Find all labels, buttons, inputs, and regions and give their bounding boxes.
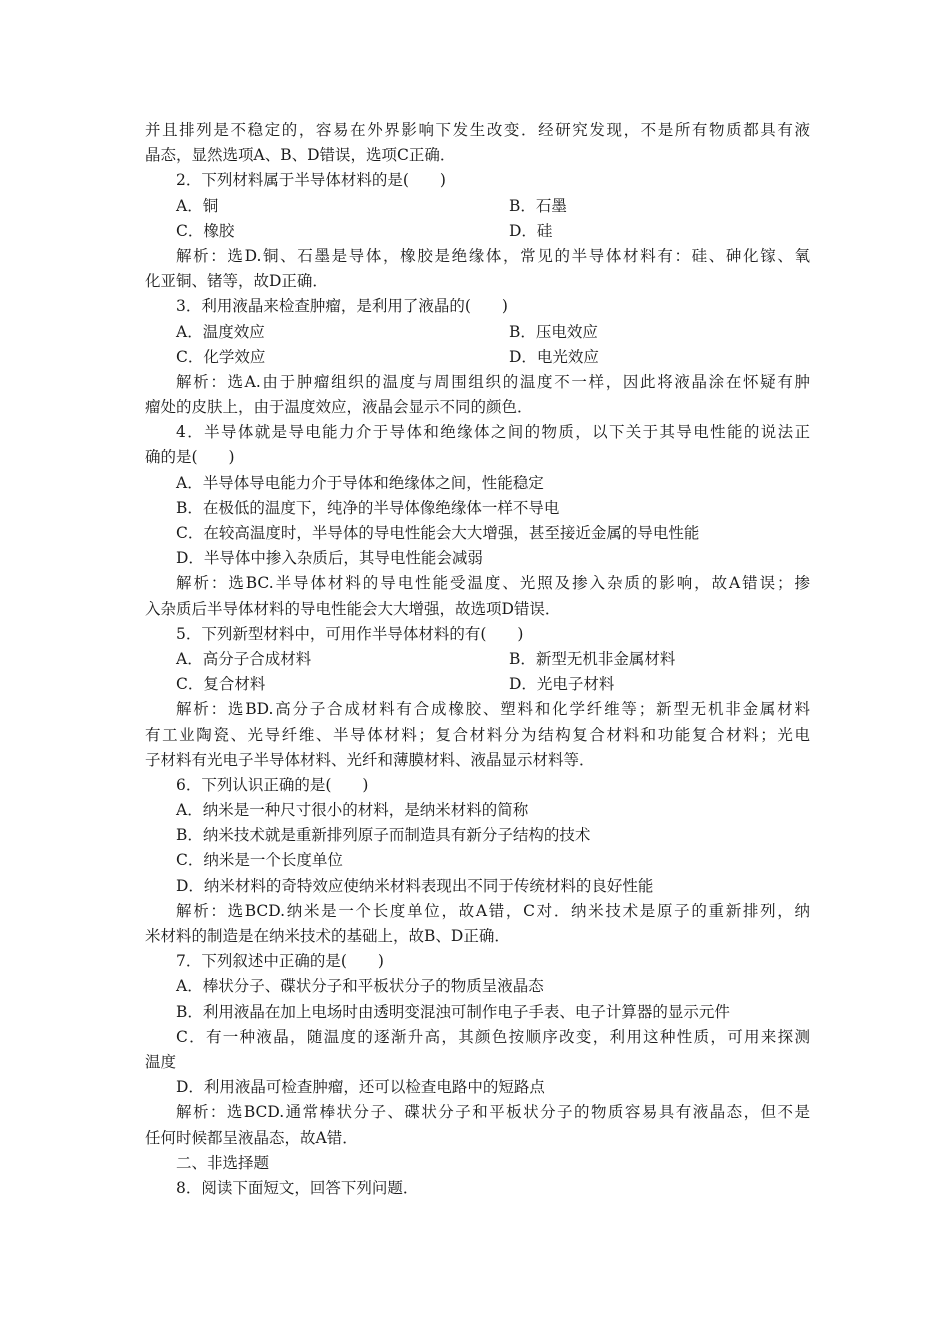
option-text: A．铜 <box>176 196 219 215</box>
text-line: C．有一种液晶，随温度的逐渐升高，其颜色按顺序改变，利用这种性质，可用来探测 <box>176 1027 810 1046</box>
option-text: B．石墨 <box>509 196 567 215</box>
text-line: 解析：选BCD.纳米是一个长度单位，故A错，C对．纳米技术是原子的重新排列，纳 <box>176 901 810 920</box>
text-line: 化亚铜、锗等，故D正确． <box>145 272 328 291</box>
text-line: D．半导体中掺入杂质后，其导电性能会减弱 <box>176 549 483 568</box>
text-line: 解析：选BC.半导体材料的导电性能受温度、光照及掺入杂质的影响，故A错误；掺 <box>176 574 810 593</box>
text-line: 温度 <box>145 1052 177 1071</box>
option-row <box>145 345 810 370</box>
text-line: 子材料有光电子半导体材料、光纤和薄膜材料、液晶显示材料等． <box>145 750 595 769</box>
text-line: 5．下列新型材料中，可用作半导体材料的有( ) <box>176 624 524 643</box>
text-line: 有工业陶瓷、光导纤维、半导体材料；复合材料分为结构复合材料和功能复合材料；光电 <box>145 725 810 744</box>
text-line: B．纳米技术就是重新排列原子而制造具有新分子结构的技术 <box>176 826 591 845</box>
option-text: C．化学效应 <box>176 347 266 366</box>
text-line: 确的是( ) <box>145 448 235 467</box>
text-line: 解析：选BD.高分子合成材料有合成橡胶、塑料和化学纤维等；新型无机非金属材料 <box>176 700 810 719</box>
text-line: A．棒状分子、碟状分子和平板状分子的物质呈液晶态 <box>176 977 544 996</box>
option-text: D．电光效应 <box>509 347 599 366</box>
text-line: 瘤处的皮肤上，由于温度效应，液晶会显示不同的颜色． <box>145 398 533 417</box>
text-line: 解析：选A.由于肿瘤组织的温度与周围组织的温度不一样，因此将液晶涂在怀疑有肿 <box>176 372 810 391</box>
text-line: 8．阅读下面短文，回答下列问题． <box>176 1178 419 1197</box>
text-line: 米材料的制造是在纳米技术的基础上，故B、D正确． <box>145 927 510 945</box>
text-line: 解析：选D.铜、石墨是导体，橡胶是绝缘体，常见的半导体材料有：硅、砷化镓、氧 <box>176 246 810 265</box>
text-line: 7．下列叙述中正确的是( ) <box>176 952 384 971</box>
option-text: C．复合材料 <box>176 675 266 694</box>
text-line: 晶态，显然选项A、B、D错误，选项C正确． <box>145 146 456 165</box>
option-row <box>145 320 810 345</box>
text-line: 6．下列认识正确的是( ) <box>176 775 369 794</box>
option-text: C．橡胶 <box>176 221 235 240</box>
option-text: A．高分子合成材料 <box>176 649 312 668</box>
text-line: A．半导体导电能力介于导体和绝缘体之间，性能稳定 <box>176 473 544 492</box>
option-row <box>145 219 810 244</box>
text-line: 解析：选BCD.通常棒状分子、碟状分子和平板状分子的物质容易具有液晶态，但不是 <box>176 1103 810 1122</box>
option-text: B．新型无机非金属材料 <box>509 649 676 668</box>
option-row <box>145 672 810 697</box>
text-line: A．纳米是一种尺寸很小的材料，是纳米材料的简称 <box>176 801 529 820</box>
option-text: A．温度效应 <box>176 322 265 341</box>
document-page <box>145 118 810 1201</box>
text-line: D．纳米材料的奇特效应使纳米材料表现出不同于传统材料的良好性能 <box>176 876 654 895</box>
text-line: 任何时候都呈液晶态，故A错． <box>145 1128 358 1147</box>
text-line: C．在较高温度时，半导体的导电性能会大大增强，甚至接近金属的导电性能 <box>176 524 700 542</box>
text-line: D．利用液晶可检查肿瘤，还可以检查电路中的短路点 <box>176 1078 545 1097</box>
text-line: B．利用液晶在加上电场时由透明变混浊可制作电子手表、电子计算器的显示元件 <box>176 1002 730 1021</box>
text-line: 二、非选择题 <box>176 1153 270 1172</box>
text-line: 2．下列材料属于半导体材料的是( ) <box>176 171 446 190</box>
text-line: 入杂质后半导体材料的导电性能会大大增强，故选项D错误． <box>145 599 561 618</box>
text-line: B．在极低的温度下，纯净的半导体像绝缘体一样不导电 <box>176 498 560 517</box>
text-line: 并且排列是不稳定的，容易在外界影响下发生改变．经研究发现，不是所有物质都具有液 <box>145 121 810 139</box>
option-row <box>145 647 810 672</box>
text-line: C．纳米是一个长度单位 <box>176 851 343 870</box>
text-line: 3．利用液晶来检查肿瘤，是利用了液晶的( ) <box>176 297 508 316</box>
option-text: B．压电效应 <box>509 322 598 341</box>
option-row <box>145 194 810 219</box>
option-text: D．硅 <box>509 221 553 240</box>
text-line: 4．半导体就是导电能力介于导体和绝缘体之间的物质，以下关于其导电性能的说法正 <box>176 423 810 442</box>
option-text: D．光电子材料 <box>509 675 615 694</box>
